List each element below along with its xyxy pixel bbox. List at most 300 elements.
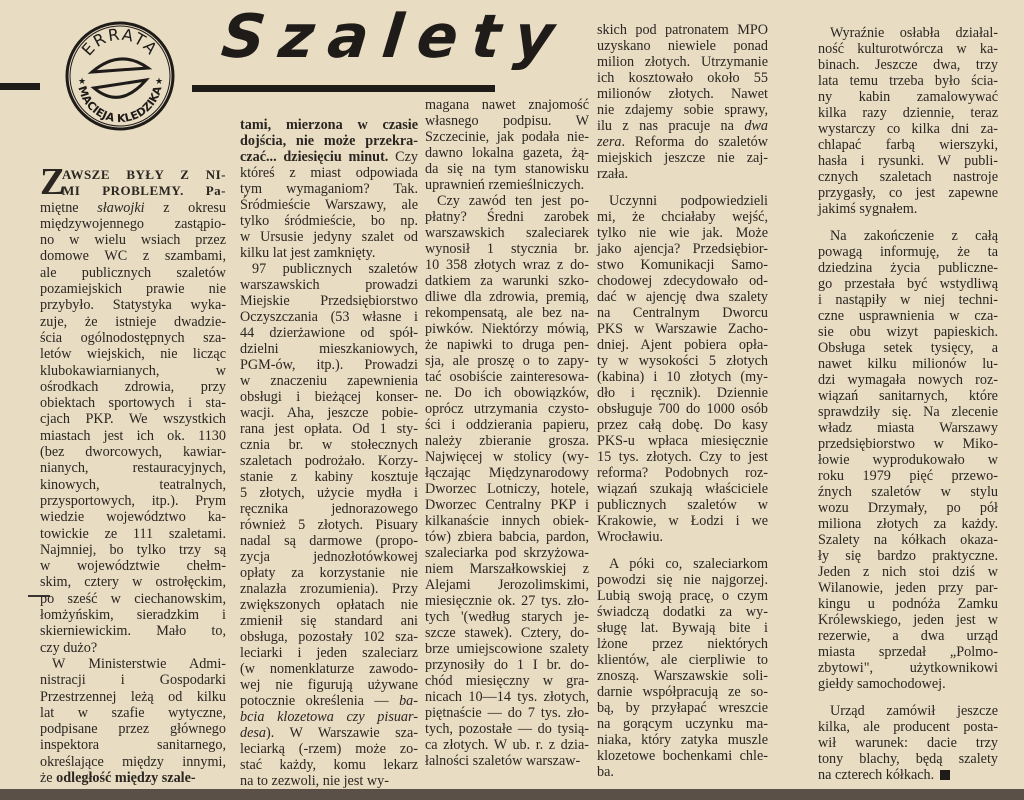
text-segment: leciarki i jeden szaleciarz [240,645,418,661]
text-segment: mi, że chciałaby wejść, [597,209,768,225]
text-segment: łalności szaletów warszaw- [425,753,581,769]
text-segment: sprawdziły się. Na zlecenie [818,404,998,420]
text-line [425,449,589,465]
text-line [40,640,226,656]
text-segment: Szalety na kółkach okaza- [818,532,998,548]
text-segment: tać osobiście zainteresowa- [425,369,589,385]
text-line [40,754,226,770]
text-segment: MI PROBLEMY. Pa- [62,183,226,199]
text-line [818,532,998,548]
text-line [425,369,589,385]
text-line [425,737,589,753]
text-segment: szaleciarka pod skrzyżowa- [425,545,589,561]
text-line [40,623,226,639]
text-line [240,325,418,341]
text-segment: (kabina) i 10 złotych (my- [597,369,768,385]
text-segment: zbytowi", użytkownikowi [818,660,998,676]
text-segment: dliwe dla zdrowia, premią, [425,289,589,305]
text-segment: milion złotych. Utrzymanie [597,54,768,70]
text-line [425,641,589,657]
text-line [818,153,998,169]
text-segment: sługę lat. Bywają bite i [597,620,768,636]
text-segment: obiektach sportowych i sta- [40,395,226,412]
text-segment: przynosiły do 1 I br. do- [425,657,589,673]
text-segment: Wrocławiu. [597,529,664,545]
text-line [818,516,998,532]
text-line [597,225,768,241]
text-segment: nie zdajemy sobie sprawy, [597,102,768,118]
text-segment: lżone przez niektórych [597,636,768,652]
text-line [597,86,768,102]
text-line [425,273,589,289]
text-segment: da się na tym stanowisku [425,161,589,177]
text-segment: nawet kilku milionów lu- [818,356,998,372]
text-segment: miastach jest ich ok. 1130 [40,427,226,444]
text-segment: stać każdy, komu lekarz [240,757,418,773]
text-line [425,241,589,257]
text-line [818,612,998,628]
text-line [597,449,768,465]
text-line [240,549,418,565]
text-line [425,113,589,129]
text-segment: opłaty za korzystanie nie [240,565,418,581]
text-segment: zuje, że istnieje dwadzie- [40,313,226,330]
text-segment: wiązań szukają właściciele [597,481,768,497]
title-underline [192,85,495,92]
text-line [240,677,418,693]
text-segment: domowe WC z szambami, [40,248,226,265]
text-segment: no w wielu wsiach przez [40,232,226,249]
text-segment: milionów złotych. Nawet [597,86,768,102]
text-line [818,751,998,767]
text-segment: dniej. Ajent pobiera opła- [597,337,768,353]
text-line [818,548,998,564]
text-line [240,469,418,485]
text-line [597,134,768,150]
text-line [425,337,589,353]
text-segment: ba- [399,693,418,709]
text-line [240,517,418,533]
text-segment: rana jest opłata. Od 1 sty- [240,421,418,437]
text-line [425,513,589,529]
text-segment: w znaczeniu zapewnienia [240,373,418,389]
text-segment: obsługuje 700 do 1000 osób [597,401,768,417]
text-line [240,293,418,309]
text-line [240,149,418,165]
text-segment: tym wymaganiom? Tak. [240,181,418,197]
text-segment: Jeden z nich stoi dziś w [818,564,998,580]
paragraph [40,656,226,786]
text-segment: 97 publicznych szaletów [252,261,418,277]
text-segment: PKS-u wpłaca miesięcznie [597,433,768,449]
text-line [597,417,768,433]
text-segment: jakimś sygnałem. [818,201,918,217]
text-segment: skierniewickim. Mało to, [40,623,226,640]
text-segment: własnego podpisu. W [425,113,589,129]
text-line [425,209,589,225]
text-line [818,137,998,153]
text-line [597,732,768,748]
text-line [40,232,226,248]
paragraph [597,22,768,182]
text-segment: (w nomenklaturze zawodo- [240,661,418,677]
text-segment: znoszą. Warszawskie soli- [597,668,768,684]
text-segment: szaletach podrożało. Korzy- [240,453,418,469]
text-segment: tylko nie wie jak. Może [597,225,768,241]
text-segment: kilka, ale producent posta- [818,719,998,735]
text-segment: podpisane przez głównego [40,721,226,738]
text-line [818,660,998,676]
text-line [597,668,768,684]
text-line [40,721,226,737]
text-line [425,289,589,305]
text-segment: Alejami Jerozolimskimi, [425,577,589,593]
paragraph [818,25,998,217]
text-segment: datkiem za warunki szko- [425,273,589,289]
text-line [818,41,998,57]
text-line [597,604,768,620]
text-segment: tych, pozostałe — do tysią- [425,721,589,737]
text-segment: desa [240,725,267,741]
text-segment: miejskich jeszcze nie zaj- [597,150,768,166]
text-line [240,709,418,725]
text-line [818,767,998,783]
svg-text:★: ★ [155,76,164,86]
text-segment: tami, mierzona w czasie [240,117,418,133]
text-segment: ale publicznych szaletów [40,264,226,281]
text-segment: zmienił się standard ani [240,613,418,629]
text-segment: ba. [597,764,614,780]
text-line [597,166,768,182]
text-segment: leciarką (-rzem) może zo- [240,741,418,757]
text-segment: reforma? Podobnych roz- [597,465,768,481]
text-line [597,652,768,668]
article-column-5 [818,25,998,783]
text-segment: kilka razy dziennie, teraz [818,105,998,121]
text-segment: czne usprawnienia w cza- [818,308,998,324]
text-line [597,369,768,385]
text-segment: czy dużo? [40,639,98,656]
text-segment: że napiwki to druga pen- [425,337,589,353]
text-line [597,401,768,417]
text-line [818,580,998,596]
text-segment: ty w wysokości 5 złotych [597,353,768,369]
text-segment: chlapać farbą wierszyki, [818,137,998,153]
text-segment: brze umiejscowione szalety [425,641,589,657]
text-line [818,121,998,137]
text-segment: PKS w Warszawie Zacho- [597,321,768,337]
text-line [240,501,418,517]
text-line [240,357,418,373]
text-segment: zwiększonych opłatach nie [240,597,418,613]
text-segment: kilkanaście innych obiek- [425,513,589,529]
text-segment: warszawskich szaleciarek [425,225,589,241]
text-line [425,529,589,545]
text-line [240,133,418,149]
text-segment: Śródmieście Warszawy, ale [240,197,418,213]
text-segment: Najmniej, bo tylko trzy są [40,541,226,558]
text-line [425,145,589,161]
text-segment: cznia br. w stołecznych [240,437,418,453]
text-segment: nistracji i Gospodarki [40,672,226,689]
text-line [40,167,226,183]
text-line [40,737,226,753]
text-segment: Wyraźnie osłabła działal- [830,25,998,41]
text-segment: wej nie figurują używane [240,677,418,693]
text-line [40,689,226,705]
text-line [40,281,226,297]
text-segment: sie obu wizyt papieskich. [818,324,998,340]
text-segment: obsługi i bieżącej konser- [240,389,418,405]
text-line [818,564,998,580]
text-segment: niem Marszałkowskiej z [425,561,589,577]
text-segment: warszawskich prowadzi [240,277,418,293]
text-line [425,561,589,577]
text-line [240,373,418,389]
text-line [425,481,589,497]
text-line [597,465,768,481]
text-line [240,565,418,581]
text-segment: PGM-ów, itp.). Prowadzi [240,357,418,373]
text-segment: kinowych, teatralnych, [40,476,226,493]
text-line [240,181,418,197]
text-line [425,497,589,513]
text-line [425,385,589,401]
text-line [425,673,589,689]
text-line [818,89,998,105]
paragraph [425,193,589,769]
text-segment: łomżyńskim, sieradzkim i [40,607,226,624]
text-line [425,225,589,241]
text-segment: na to zezwoli, nie jest wy- [240,773,389,789]
text-segment: klubokawiarnianych, w [40,362,226,379]
text-line [240,117,418,133]
text-line [597,385,768,401]
text-line [240,581,418,597]
text-segment: wynosił 1 stycznia br. [425,241,589,257]
text-segment: oprócz utrzymania czysto- [425,401,589,417]
text-line [40,591,226,607]
text-line [597,620,768,636]
text-line [818,468,998,484]
text-segment: lat w szafie wytyczne, [40,704,226,721]
text-segment: niaka, który zatyka muszle [597,732,768,748]
text-line [425,593,589,609]
text-line [597,102,768,118]
text-line [425,625,589,641]
text-line [40,183,226,199]
text-line [240,597,418,613]
text-segment: któreś z miast odpowiada [240,165,418,181]
text-segment: ręcznika jednorazowego [240,501,418,517]
text-segment: towickie ze 111 szaletami. [40,525,226,542]
decorative-rule-left [0,83,40,90]
text-line [818,324,998,340]
text-line [818,244,998,260]
text-segment: nicach 10—14 tys. złotych, [425,689,589,705]
text-line [818,25,998,41]
text-segment: publicznych szaletów w [597,497,768,513]
text-line [240,757,418,773]
text-segment: magana nawet znajomość [425,97,589,113]
text-line [818,484,998,500]
text-line [818,73,998,89]
text-line [597,748,768,764]
text-line [818,105,998,121]
text-line [40,379,226,395]
text-line [40,493,226,509]
text-line [240,613,418,629]
text-segment: uprawnień rzemieślniczych. [425,177,585,193]
text-segment: sławojki [97,199,145,216]
text-segment: W Ministerstwie Admi- [52,655,226,672]
text-line [597,38,768,54]
text-line [818,276,998,292]
text-segment: nianych, restauracyjnych, [40,460,226,477]
text-segment: wił warunek: dacie trzy [818,735,998,751]
text-line [40,477,226,493]
text-line [818,169,998,185]
text-segment: rzała. [597,166,629,182]
text-segment: 10 358 złotych wraz z do- [425,257,589,273]
paragraph [597,193,768,545]
text-line [425,689,589,705]
errata-stamp-logo [64,18,176,134]
paragraph [818,228,998,692]
text-segment: na Centralnym Dworcu [597,305,768,321]
text-segment: stwo Komunikacji Samo- [597,257,768,273]
text-segment: dać w ajencję dwa szalety [597,289,768,305]
text-segment: wiązań sanitarnych, które [818,388,998,404]
text-line [597,764,768,780]
text-segment: stanie z kabiny kosztuje [240,469,418,485]
text-segment: źnych szaletów w stylu [818,484,998,500]
svg-text:★: ★ [78,76,87,86]
text-segment: Urząd zamówił jeszcze [830,703,998,719]
text-segment: Na zakończenie z całą [830,228,998,244]
text-segment: Czy zawód ten jest po- [437,193,589,209]
text-segment: go przestała być wstydliwą [818,276,998,292]
text-segment: ły się bardzo praktyczne. [818,548,998,564]
text-segment: ny kabin zamalowywać [818,89,998,105]
text-segment: płatny? Średni zarobek [425,209,589,225]
text-segment: wacji. Aha, jeszcze pobie- [240,405,418,421]
text-line [425,129,589,145]
text-line [240,309,418,325]
text-segment: tów) zbiera babcia, pardon, [425,529,589,545]
text-segment: . Reforma do szaletów [621,134,768,150]
text-segment: dzielni mieszkaniowych, [240,341,418,357]
text-line [425,257,589,273]
text-line [240,645,418,661]
text-line [818,628,998,644]
text-line [818,356,998,372]
text-segment: powagą informuję, że ta [818,244,998,260]
text-segment: Uczynni podpowiedzieli [609,193,768,209]
text-segment: Królewskiego, jeden jest w [818,612,998,628]
text-line [40,314,226,330]
text-segment: łowie wyprodukowało w [818,452,998,468]
text-segment: jako ajencja? Przedsiębior- [597,241,768,257]
text-segment: Szczecinie, jak podała nie- [425,129,589,145]
text-line [40,509,226,525]
text-line [425,305,589,321]
text-line [597,273,768,289]
text-line [818,260,998,276]
text-segment: Lubią swoją pracę, o czym [597,588,768,604]
text-line [40,607,226,623]
text-line [818,719,998,735]
text-segment: na gorącym uczynku ma- [597,716,768,732]
text-line [818,596,998,612]
text-segment: miliona złotych za każdy. [818,516,998,532]
text-segment: władz miasta Warszawy [818,420,998,436]
text-segment: odległość między szale- [56,769,196,786]
text-segment: ). W Warszawie sza- [266,725,418,741]
text-segment: dojścia, nie może przekra- [240,133,418,149]
text-line [240,533,418,549]
text-line [425,417,589,433]
text-segment: szcze stawek). Cztery, do- [425,625,589,641]
article-column-4 [597,22,768,780]
text-segment: znalazła zrozumienia). Przy [240,581,418,597]
text-line [240,773,418,789]
text-segment: A póki co, szaleciarkom [609,556,768,572]
text-segment: pozamiejskich prawie nie [40,281,226,298]
text-line [597,22,768,38]
text-line [597,572,768,588]
text-segment: tych '(według starych je- [425,609,589,625]
text-line [597,241,768,257]
text-line [425,721,589,737]
text-segment: miasta sprzedał „Polmo- [818,644,998,660]
text-segment: wystarczy co kilka dni za- [818,121,998,137]
text-segment: inspektora sanitarnego, [40,737,226,754]
text-line [597,150,768,166]
text-line [597,481,768,497]
text-line [240,453,418,469]
text-segment: Dworzec Centralny PKP i [425,497,589,513]
text-line [40,444,226,460]
text-line [425,609,589,625]
text-line [597,353,768,369]
text-segment: skim, cztery w ostrołęckim, [40,574,226,591]
text-line [425,433,589,449]
text-line [597,513,768,529]
drop-cap: Z [40,161,66,203]
text-segment: należy zbieranie grosza. [425,433,589,449]
text-segment: wiedzie województwo ka- [40,509,226,526]
text-line [597,118,768,134]
article-title: Szalety [218,2,572,72]
text-segment: wozu Drzymały, po pół [818,500,998,516]
text-line [240,213,418,229]
text-line [818,308,998,324]
text-line [818,500,998,516]
text-segment: Czy [388,149,418,165]
text-segment: piętnaście — do 7 tys. zło- [425,705,589,721]
text-line [818,436,998,452]
text-line [818,676,998,692]
text-line [240,197,418,213]
text-line [240,693,418,709]
text-line [240,245,418,261]
text-line [240,405,418,421]
text-segment: rezerwie, a dwa urząd [818,628,998,644]
text-segment: ści i oddzierania papieru, [425,417,589,433]
text-line [818,735,998,751]
text-line [425,545,589,561]
